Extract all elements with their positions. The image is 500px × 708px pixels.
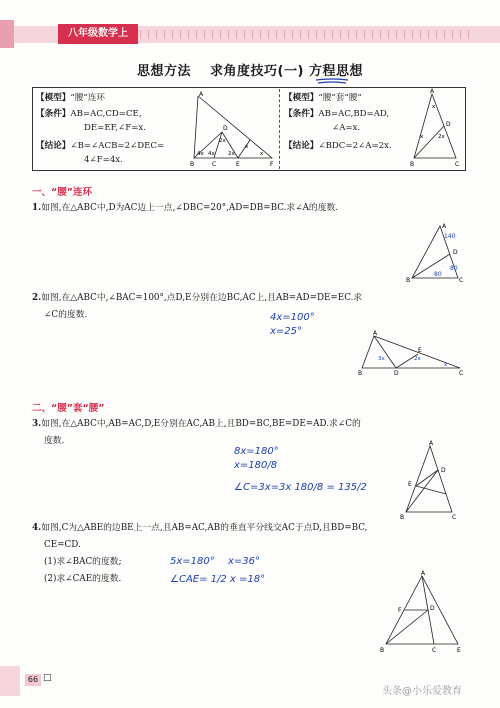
q4-work-line3: ∠CAE= 1/2 x =18° [170,574,266,585]
q4-work-line2: x=36° [228,556,261,567]
section2-title: 二、“腰”套“腰” [32,403,105,414]
left-model-figure [190,88,278,168]
svg-text:80: 80 [450,265,458,272]
q3-work-line2: x=180/8 [234,460,278,471]
svg-text:D: D [441,467,446,474]
page-title [0,60,500,79]
right-cond-row: 【条件】AB=AC,BD=AD, [284,109,390,119]
title-part1: 思想方法 [137,64,192,79]
svg-text:4x: 4x [208,151,215,157]
title-underline [315,78,349,84]
svg-text:B: B [190,161,195,168]
q3-work-line3: ∠C=3x=3x 180/8 = 135/2 [234,482,367,493]
svg-text:D: D [430,605,435,612]
header-ticks [140,30,470,39]
left-cond-row: 【条件】AB=AC,CD=CE, [36,109,142,119]
svg-text:x: x [420,134,424,140]
q2-figure [356,330,468,376]
right-cond-row2: ∠A=x. [332,123,361,133]
svg-text:B: B [410,161,415,168]
svg-text:D: D [223,125,228,132]
right-model-row: 【模型】“腰”套“腰” [284,93,362,103]
svg-text:2x: 2x [228,151,235,157]
section1-title: 一、“腰”连环 [32,187,92,198]
svg-text:C: C [459,370,464,376]
q4-work-line1: 5x=180° [170,556,215,567]
left-cond-row2: DE=EF,∠F=x. [84,123,146,133]
svg-text:x: x [260,151,264,157]
svg-text:B: B [400,514,405,520]
question-4: 4.如图,C为△ABE的边BE上一点,且AB=AC,AB的垂直平分线交AC于点D,且BD=BC, CE=CD. (1)求∠BAC的度数; (2)求∠CAE的度数. [32,523,368,584]
svg-text:x: x [245,144,249,150]
svg-text:2x: 2x [219,138,226,144]
q2-work-line2: x=25° [270,326,303,337]
svg-text:A: A [421,570,426,577]
svg-text:4x: 4x [197,151,204,157]
svg-text:B: B [406,277,411,284]
header-label: 八年级数学上 [58,24,138,44]
left-concl-row: 【结论】∠B=∠ACB=2∠DEC= [36,141,165,151]
svg-text:2x: 2x [438,134,445,140]
title-part2: 求角度技巧(一) [210,64,304,79]
svg-text:C: C [452,514,457,520]
right-concl-row: 【结论】∠BDC=2∠A=2x. [284,141,392,151]
svg-text:x: x [444,362,448,368]
svg-text:D: D [394,370,399,376]
svg-text:B: B [380,647,385,654]
model-divider [279,89,280,169]
question-1: 1.如图,在△ABC中,D为AC边上一点,∠DBC=20°,AD=DB=BC.求∠A的度数. [32,203,339,213]
page-number: 66 [25,674,41,686]
q3-figure [398,440,462,520]
question-2: 2.如图,在△ABC中,∠BAC=100°,点D,E分别在边BC,AC上,且AB=AD=DE=EC.求 ∠C的度数. [32,293,363,320]
svg-text:A: A [429,440,434,447]
svg-text:A: A [430,88,435,95]
svg-text:3x: 3x [378,356,385,362]
right-model-figure [410,88,462,168]
svg-text:B: B [358,370,363,376]
svg-text:140: 140 [444,233,456,240]
watermark: 头条@小乐爱教育 [382,686,462,697]
left-concl-row2: 4∠F=4x. [84,155,123,165]
question-3: 3.如图,在△ABC中,AB=AC,D,E分别在AC,AB上,且BD=BC,BE=DE=AD.求∠C的 度数. [32,419,361,446]
svg-text:C: C [459,277,464,284]
footer-box: □ [43,673,52,683]
svg-text:F: F [270,161,274,168]
svg-text:C: C [212,161,217,168]
svg-text:E: E [236,161,240,168]
q1-figure [404,222,466,284]
svg-text:E: E [457,647,461,654]
svg-text:C: C [455,161,460,168]
svg-text:x: x [432,104,436,110]
svg-text:D: D [453,249,458,256]
svg-text:D: D [446,121,451,128]
svg-text:F: F [398,607,402,614]
q4-figure [378,570,466,654]
header-corner [0,20,14,48]
q3-work-line1: 8x=180° [234,446,279,457]
svg-text:80: 80 [434,271,442,278]
left-model-row: 【模型】“腰”连环 [36,93,105,103]
svg-text:E: E [418,347,422,354]
svg-text:C: C [432,647,437,654]
title-part3: 方程思想 [308,64,363,79]
svg-text:2x: 2x [414,356,421,362]
svg-text:E: E [408,481,412,488]
svg-text:A: A [442,223,447,230]
svg-text:A: A [199,91,204,98]
footer-bar [0,666,20,696]
svg-text:A: A [373,330,378,337]
q2-work-line1: 4x=100° [270,312,315,323]
